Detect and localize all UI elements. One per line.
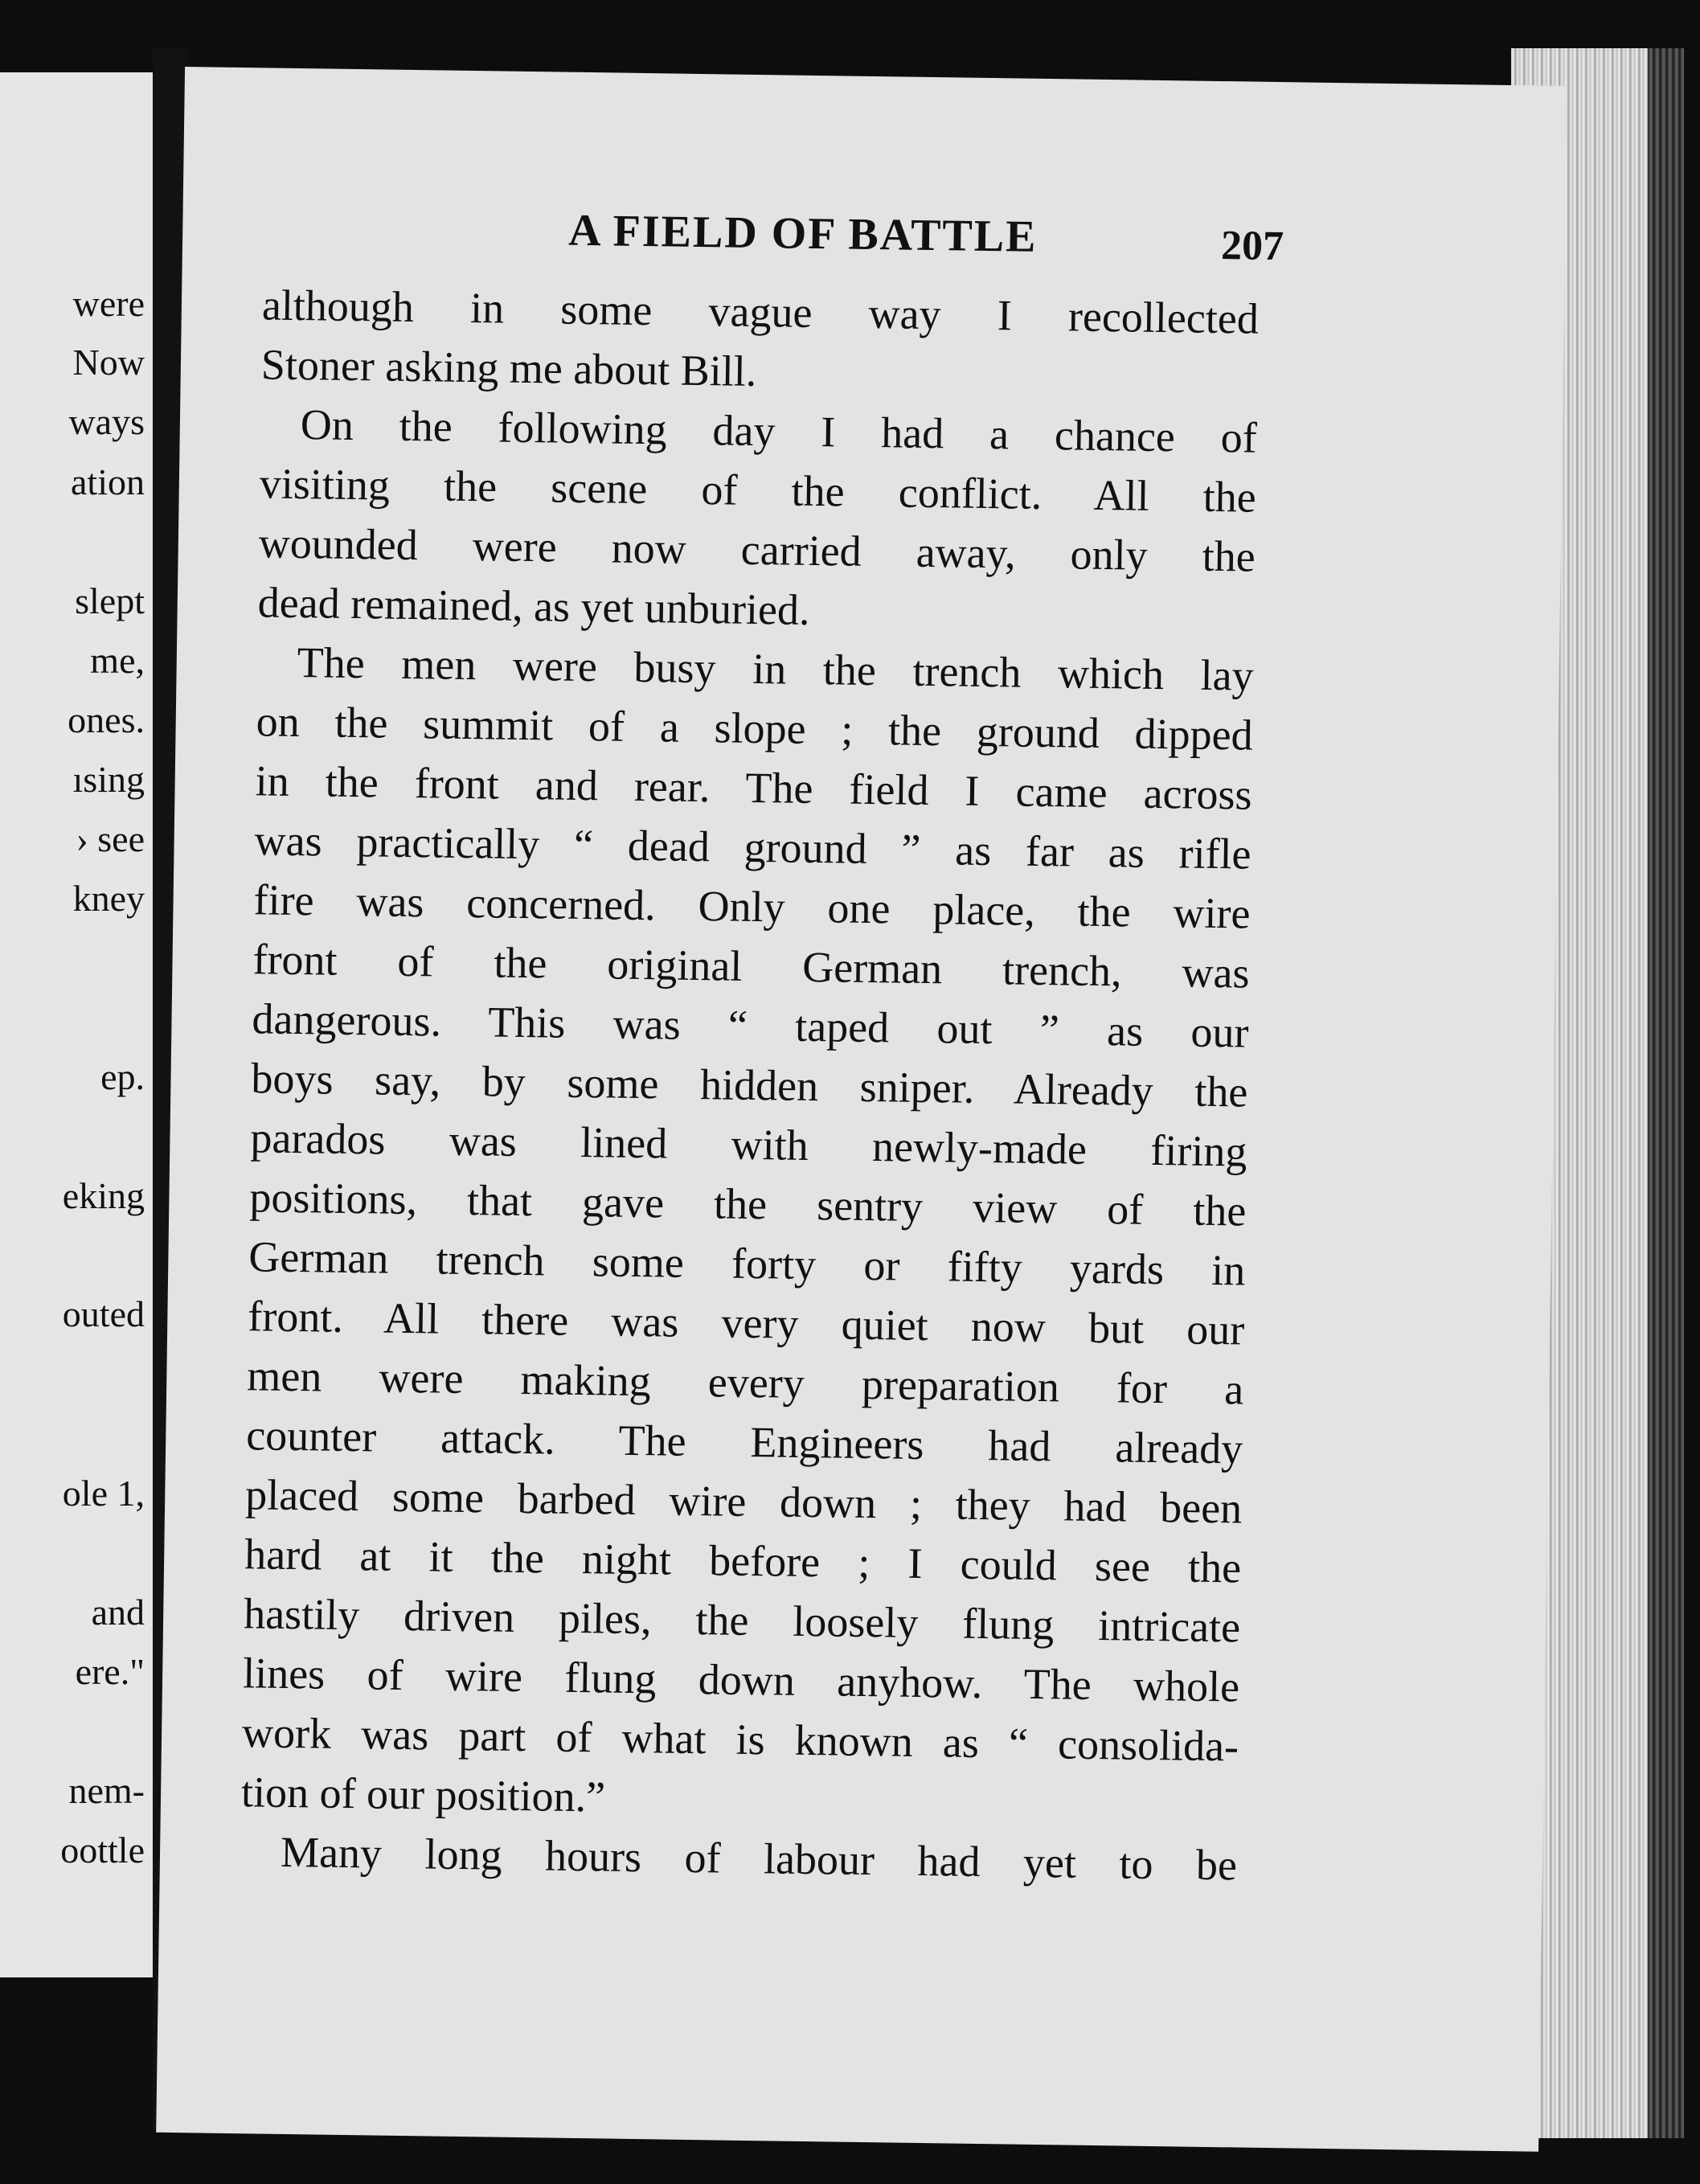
text-line: boys say, by some hidden sniper. Already the <box>251 1054 1248 1117</box>
left-page <box>0 72 153 1977</box>
running-title: A FIELD OF BATTLE <box>567 205 1038 262</box>
text-line: although in some vague way I recollected <box>261 281 1260 343</box>
text-line: On the following day I had a chance of <box>300 400 1258 462</box>
left-line: and <box>91 1592 145 1633</box>
left-line: slept <box>75 580 145 621</box>
text-line: dangerous. This was “ taped out ” as our <box>252 994 1249 1057</box>
cover-edge <box>1648 48 1684 2138</box>
left-line: ation <box>71 461 145 502</box>
left-line: ones. <box>68 699 145 740</box>
text-line: work was part of what is known as “ consolida- <box>241 1708 1239 1771</box>
left-line: outed <box>62 1293 145 1334</box>
page-number: 207 <box>1220 223 1284 270</box>
text-line: on the summit of a slope ; the ground dipped <box>256 697 1254 760</box>
text-line: Many long hours of labour had yet to be <box>280 1827 1238 1890</box>
left-line: ep. <box>100 1056 145 1097</box>
body-text <box>240 275 1260 1895</box>
left-line: eking <box>62 1175 145 1216</box>
text-line: front. All there was very quiet now but our <box>247 1292 1245 1354</box>
right-page <box>156 67 1567 2152</box>
left-line: ere." <box>75 1651 145 1692</box>
text-line: was practically “ dead ground ” as far as rifle <box>254 816 1251 879</box>
text-line: positions, that gave the sentry view of the <box>249 1173 1247 1235</box>
text-line: hard at it the night before ; I could see the <box>244 1530 1242 1592</box>
text-line: counter attack. The Engineers had already <box>245 1411 1243 1473</box>
text-line: visiting the scene of the conflict. All the <box>259 459 1257 522</box>
left-line: nem- <box>68 1770 145 1811</box>
left-line: ways <box>68 401 145 442</box>
text-line: in the front and rear. The field I came across <box>255 756 1252 819</box>
left-line: › see <box>76 818 145 859</box>
left-line: kney <box>72 878 145 919</box>
left-line: me, <box>90 640 145 681</box>
text-line: German trench some forty or fifty yards in <box>248 1232 1246 1295</box>
page-header <box>263 200 1284 279</box>
left-line: were <box>72 283 145 324</box>
text-line: parados was lined with newly-made firing <box>250 1113 1247 1176</box>
text-line: dead remained, as yet unburied. <box>257 578 810 634</box>
text-line: Stoner asking me about Bill. <box>260 340 757 395</box>
text-line: placed some barbed wire down ; they had been <box>244 1470 1243 1533</box>
text-line: lines of wire flung down anyhow. The whole <box>242 1649 1240 1711</box>
text-line: tion of our position.” <box>240 1768 606 1821</box>
left-line: ısing <box>72 759 145 800</box>
text-line: The men were busy in the trench which lay <box>297 638 1255 700</box>
text-line: front of the original German trench, was <box>252 935 1250 998</box>
left-line: Now <box>72 342 145 383</box>
text-line: hastily driven piles, the loosely flung intricate <box>243 1589 1241 1652</box>
text-line: men were making every preparation for a <box>246 1351 1244 1414</box>
text-line: wounded were now carried away, only the <box>258 518 1256 581</box>
left-line: oottle <box>60 1830 145 1871</box>
text-line: fire was concerned. Only one place, the wire <box>253 875 1251 938</box>
left-line: ole 1, <box>62 1473 145 1514</box>
